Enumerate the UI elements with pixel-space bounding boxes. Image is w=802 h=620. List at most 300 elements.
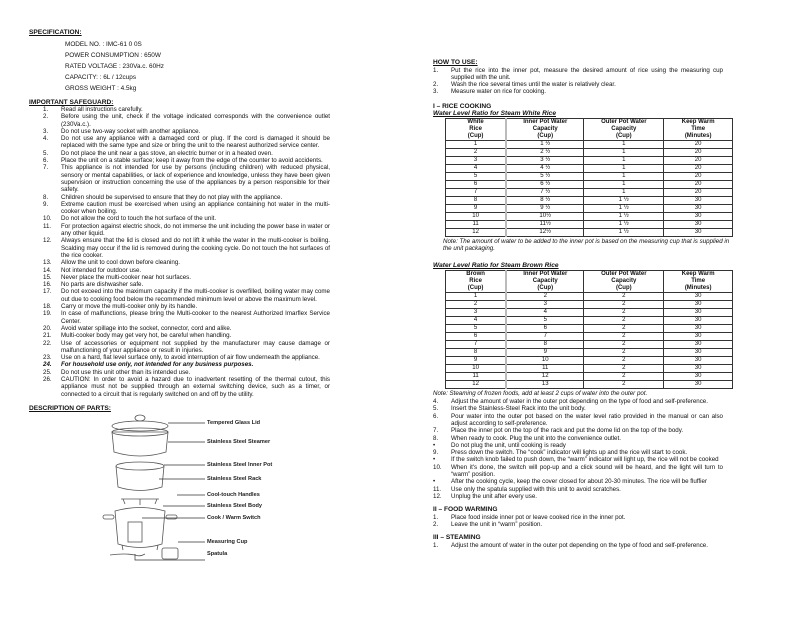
item-text: Wash the rice several times until the water is relatively clear. xyxy=(451,81,616,89)
table-row xyxy=(446,220,733,228)
item-text: If the switch knob failed to push down, the “warm” indicator will light up, the rice will not be cooked xyxy=(451,456,719,464)
item-text: After the cooking cycle, keep the cover closed for about 20-30 minutes. The rice will be fluffier xyxy=(451,478,707,486)
table-cell: 11½ xyxy=(506,220,584,228)
specification-block xyxy=(29,39,330,94)
item-number: 3. xyxy=(43,127,49,135)
item-number: 11. xyxy=(43,222,52,230)
item-number: 7. xyxy=(43,164,49,172)
table-cell: 1 xyxy=(446,292,507,300)
item-text: Use only the spatula supplied with this unit to avoid scratches. xyxy=(451,485,621,493)
table-row xyxy=(446,380,733,388)
item-text: Adjust the amount of water in the outer pot depending on the type of food and self-preference. xyxy=(451,398,708,406)
rice-cooking-step xyxy=(433,493,723,500)
table-row xyxy=(446,292,733,300)
rice-cooking-step xyxy=(433,449,723,456)
item-number: 18. xyxy=(43,303,52,311)
table-cell: 2 xyxy=(584,292,664,300)
table-cell: 12 xyxy=(446,228,507,236)
table-row xyxy=(446,228,733,236)
column-header: Keep Warm Time (Minutes) xyxy=(664,270,733,292)
table-row xyxy=(446,316,733,324)
table-header-row xyxy=(446,118,733,140)
item-text: Leave the unit in “warm” position. xyxy=(451,521,543,529)
table-cell: 20 xyxy=(664,140,733,148)
food-warming-step xyxy=(433,514,723,521)
table-row xyxy=(446,348,733,356)
column-header: Inner Pot Water Capacity (Cup) xyxy=(506,118,584,140)
item-number: 22. xyxy=(43,339,52,347)
item-number: • xyxy=(433,441,436,449)
item-text: When it's done, the switch will pop-up and a click sound will be heard, and the light will turn to “warm” position. xyxy=(451,463,723,479)
steaming-steps xyxy=(433,542,743,549)
item-number: 24. xyxy=(43,361,52,369)
rack-drawing xyxy=(121,499,159,505)
item-text: In case of malfunctions, please bring the Multi-cooker to the nearest Authorized Imarflex Service Center. xyxy=(61,310,330,325)
table-cell: 1 ½ xyxy=(506,140,584,148)
item-number: 13. xyxy=(43,259,52,267)
table-cell: 1 ½ xyxy=(584,204,664,212)
safeguard-item xyxy=(43,223,330,238)
table-cell: 20 xyxy=(664,164,733,172)
table-cell: 10½ xyxy=(506,212,584,220)
table-cell: 30 xyxy=(664,372,733,380)
item-text: Do not allow the cord to touch the hot surface of the unit. xyxy=(61,215,217,223)
table-cell: 30 xyxy=(664,364,733,372)
table-cell: 2 xyxy=(584,300,664,308)
table-cell: 8 xyxy=(446,348,507,356)
how-to-use-item xyxy=(433,67,723,82)
item-number: 12. xyxy=(433,492,442,500)
item-text: When ready to cook. Plug the unit into the convenience outlet. xyxy=(451,434,621,442)
item-number: 6. xyxy=(43,157,49,165)
item-text: Multi-cooker body may get very hot, be careful when handling. xyxy=(61,332,232,340)
safeguard-item xyxy=(43,150,330,157)
table-row xyxy=(446,156,733,164)
table-cell: 4 xyxy=(446,164,507,172)
table-cell: 7 xyxy=(506,332,584,340)
item-number: • xyxy=(433,456,436,464)
table-cell: 30 xyxy=(664,356,733,364)
table-cell: 4 xyxy=(506,308,584,316)
item-text: Place the inner pot on the top of the rack and put the dome lid on the top of the body. xyxy=(451,427,684,435)
item-text: Allow the unit to cool down before cleaning. xyxy=(61,259,181,267)
item-number: 17. xyxy=(43,288,52,296)
column-header: Keep Warm Time (Minutes) xyxy=(664,118,733,140)
table-cell: 2 xyxy=(584,332,664,340)
table-row xyxy=(446,324,733,332)
item-number: 9. xyxy=(43,200,49,208)
item-text: For protection against electric shock, do not immerse the unit including the power base in water or any other liquid. xyxy=(61,222,330,238)
rice-cooking-step xyxy=(433,464,723,479)
table-cell: 1 xyxy=(446,140,507,148)
safeguard-item xyxy=(43,164,330,193)
spec-capacity: CAPACITY: : 6L / 12cups xyxy=(65,73,137,81)
table-row xyxy=(446,212,733,220)
safeguard-item xyxy=(43,340,330,355)
item-number: 14. xyxy=(43,266,52,274)
part-label-handles: Cool-touch Handles xyxy=(207,492,260,499)
item-number: 11. xyxy=(433,485,442,493)
rice-cooking-step xyxy=(433,478,723,485)
switch-panel-drawing xyxy=(128,522,142,542)
steaming-heading: III – STEAMING xyxy=(433,534,481,542)
table-cell: 3 xyxy=(446,308,507,316)
food-warming-step xyxy=(433,521,723,528)
column-header: White Rice (Cup) xyxy=(446,118,507,140)
table-row xyxy=(446,356,733,364)
table-cell: 2 xyxy=(584,372,664,380)
rice-cooking-step xyxy=(433,413,723,428)
table-cell: 5 ½ xyxy=(506,172,584,180)
safeguard-item xyxy=(43,376,330,398)
table-cell: 3 ½ xyxy=(506,156,584,164)
table-row xyxy=(446,204,733,212)
table-cell: 30 xyxy=(664,348,733,356)
table-row xyxy=(446,172,733,180)
table-cell: 1 xyxy=(584,156,664,164)
table-cell: 30 xyxy=(664,332,733,340)
item-number: 1. xyxy=(433,66,439,74)
item-number: 26. xyxy=(43,375,52,383)
safeguard-item xyxy=(43,361,330,368)
safeguard-item xyxy=(43,281,330,288)
item-text: This appliance is not intended for use by persons (including children) with reduced physical, sensory or mental capabilities, or lack of experience and knowledge, unless they have been given supervision or instruction concerning the use of the appliances by a person responsible for their safety. xyxy=(61,164,330,194)
rice-cooking-step xyxy=(433,486,723,493)
table-row xyxy=(446,308,733,316)
part-label-rack: Stainless Steel Rack xyxy=(207,476,262,483)
item-text: Avoid water spillage into the socket, connector, cord and alike. xyxy=(61,324,232,332)
table-header-row xyxy=(446,270,733,292)
brown-rice-table-title: Water Level Ratio for Steam Brown Rice xyxy=(433,262,559,270)
table-cell: 2 ½ xyxy=(506,148,584,156)
item-text: No parts are dishwasher safe. xyxy=(61,281,144,289)
item-number: 15. xyxy=(43,273,52,281)
safeguard-item xyxy=(43,128,330,135)
safeguard-item xyxy=(43,237,330,259)
safeguard-item xyxy=(43,332,330,339)
item-number: 21. xyxy=(43,332,52,340)
column-header: Inner Pot Water Capacity (Cup) xyxy=(506,270,584,292)
parts-heading: DESCRIPTION OF PARTS: xyxy=(29,404,111,412)
item-text: Place food inside inner pot or leave cooked rice in the inner pot. xyxy=(451,513,626,521)
item-number: 4. xyxy=(433,398,439,406)
table-row xyxy=(446,372,733,380)
part-label-body: Stainless Steel Body xyxy=(207,503,263,510)
table-row xyxy=(446,340,733,348)
item-number: 1. xyxy=(43,106,49,113)
item-number: 1. xyxy=(433,513,439,521)
item-text: Never place the multi-cooker near hot surfaces. xyxy=(61,273,191,281)
table-row xyxy=(446,332,733,340)
table-cell: 6 xyxy=(446,332,507,340)
table-cell: 3 xyxy=(446,156,507,164)
table-row xyxy=(446,180,733,188)
table-cell: 1 xyxy=(584,140,664,148)
rice-cooking-step xyxy=(433,435,723,442)
brown-rice-table xyxy=(445,270,733,389)
table-cell: 12 xyxy=(446,380,507,388)
table-cell: 1 ½ xyxy=(584,220,664,228)
item-number: 6. xyxy=(433,412,439,420)
item-text: Use on a hard, flat level surface only, to avoid interruption of air flow underneath the appliance. xyxy=(61,354,320,362)
table-cell: 2 xyxy=(446,148,507,156)
food-warming-heading: II – FOOD WARMING xyxy=(433,506,498,514)
table-cell: 8 xyxy=(506,340,584,348)
table-cell: 30 xyxy=(664,204,733,212)
safeguard-item xyxy=(43,310,330,325)
item-number: 2. xyxy=(433,81,439,89)
table-cell: 6 ½ xyxy=(506,180,584,188)
item-number: 1. xyxy=(433,541,439,549)
item-number: 8. xyxy=(433,434,439,442)
table-cell: 10 xyxy=(506,356,584,364)
table-cell: 2 xyxy=(506,292,584,300)
item-text: Press down the switch. The “cook” indicator will lights up and the rice will start to cook. xyxy=(451,449,688,457)
table-cell: 30 xyxy=(664,220,733,228)
table-cell: 20 xyxy=(664,180,733,188)
table-cell: 30 xyxy=(664,292,733,300)
table-cell: 2 xyxy=(584,364,664,372)
item-number: 2. xyxy=(433,521,439,529)
table-cell: 1 xyxy=(584,172,664,180)
table-cell: 20 xyxy=(664,188,733,196)
table-cell: 1 xyxy=(584,188,664,196)
safeguard-item xyxy=(43,157,330,164)
table-cell: 3 xyxy=(506,300,584,308)
table-cell: 8 ½ xyxy=(506,196,584,204)
table-cell: 8 xyxy=(446,196,507,204)
item-number: 4. xyxy=(43,135,49,143)
how-to-use-item xyxy=(433,81,723,88)
item-text: Pour water into the outer pot based on the water level ratio provided in the manual or can also adjust according to self-preference. xyxy=(451,412,723,427)
spatula-drawing xyxy=(110,554,145,556)
table-row xyxy=(446,196,733,204)
parts-diagram-area xyxy=(29,414,330,566)
item-number: 10. xyxy=(433,463,442,471)
item-number: • xyxy=(433,478,436,486)
specification-heading: SPECIFICATION: xyxy=(29,29,82,36)
table-cell: 30 xyxy=(664,196,733,204)
table-cell: 2 xyxy=(584,380,664,388)
table-cell: 6 xyxy=(446,180,507,188)
table-cell: 30 xyxy=(664,324,733,332)
white-rice-table xyxy=(445,118,733,237)
table-cell: 1 ½ xyxy=(584,212,664,220)
table-cell: 30 xyxy=(664,300,733,308)
table-cell: 2 xyxy=(446,300,507,308)
table-cell: 30 xyxy=(664,308,733,316)
table-cell: 10 xyxy=(446,364,507,372)
item-text: Unplug the unit after every use. xyxy=(451,492,537,500)
safeguard-list xyxy=(43,106,330,398)
safeguard-item xyxy=(43,194,330,201)
item-number: 2. xyxy=(43,113,49,121)
table-cell: 12½ xyxy=(506,228,584,236)
table-cell: 2 xyxy=(584,340,664,348)
item-text: Do not place the unit near a gas stove, an electric burner or in a heated oven. xyxy=(61,149,273,157)
column-header: Outer Pot Water Capacity (Cup) xyxy=(584,118,664,140)
how-to-use-list xyxy=(433,67,723,96)
part-label-steamer: Stainless Steel Steamer xyxy=(207,439,271,446)
item-number: 20. xyxy=(43,324,52,332)
table-cell: 7 ½ xyxy=(506,188,584,196)
part-label-lid: Tempered Glass Lid xyxy=(207,420,261,427)
table-cell: 1 xyxy=(584,180,664,188)
column-header: Outer Pot Water Capacity (Cup) xyxy=(584,270,664,292)
table-cell: 30 xyxy=(664,212,733,220)
item-number: 12. xyxy=(43,237,52,245)
table-row xyxy=(446,164,733,172)
item-text: Read all instructions carefully. xyxy=(61,106,143,113)
safeguard-item xyxy=(43,113,330,128)
item-text: Do not use this unit other than its intended use. xyxy=(61,368,191,376)
measuring-cup-drawing xyxy=(162,548,178,559)
item-number: 10. xyxy=(43,215,52,223)
white-rice-table-title: Water Level Ratio for Steam White Rice xyxy=(433,110,556,118)
item-text: Measure water on rice for cooking. xyxy=(451,88,546,96)
how-to-use-heading: HOW TO USE: xyxy=(433,59,478,66)
left-column xyxy=(29,29,330,566)
item-text: Put the rice into the inner pot, measure the desired amount of rice using the measuring cup supplied with the unit. xyxy=(451,66,723,81)
table-cell: 4 xyxy=(446,316,507,324)
table-cell: 7 xyxy=(446,340,507,348)
safeguard-item xyxy=(43,274,330,281)
safeguard-item xyxy=(43,215,330,222)
rice-cooker-diagram xyxy=(95,414,205,564)
table-cell: 20 xyxy=(664,156,733,164)
item-number: 25. xyxy=(43,368,52,376)
item-text: CAUTION: In order to avoid a hazard due to inadvertent resetting of the thermal cutout, this appliance must not be supplied through an external switching device, such as a timer, or connected to a circuit that is regularly switched on and off by the utility. xyxy=(61,375,330,398)
safeguard-item xyxy=(43,354,330,361)
item-number: 7. xyxy=(433,427,439,435)
table-cell: 11 xyxy=(506,364,584,372)
table-cell: 5 xyxy=(446,172,507,180)
table-cell: 9 xyxy=(446,204,507,212)
item-text: Carry or move the multi-cooker only by its handle. xyxy=(61,303,198,311)
item-number: 9. xyxy=(433,449,439,457)
rice-cooking-step xyxy=(433,442,723,449)
table-cell: 30 xyxy=(664,340,733,348)
item-number: 5. xyxy=(433,405,439,413)
rice-cooking-heading: I – RICE COOKING xyxy=(433,102,492,110)
steaming-step xyxy=(433,542,743,549)
item-text: Do not use any appliance with a damaged cord or plug. If the cord is damaged it should be replaced with the same type and size or bring the unit to the nearest authorized service center. xyxy=(61,135,330,150)
white-rice-note: Note: The amount of water to be added to the inner pot is based on the measuring cup that is supplied in the unit packaging. xyxy=(443,237,730,252)
item-number: 16. xyxy=(43,281,52,289)
item-number: 23. xyxy=(43,354,52,362)
table-cell: 5 xyxy=(506,316,584,324)
table-row xyxy=(446,148,733,156)
item-text: Before using the unit, check if the voltage indicated corresponds with the convenience outlet (230Va.c.). xyxy=(61,113,330,128)
spec-voltage: RATED VOLTAGE : 230Va.c. 60Hz xyxy=(65,62,164,70)
brown-rice-note: Note: Steaming of frozen foods, add at least 2 cups of water into the outer pot. xyxy=(433,389,648,397)
rice-cooking-step xyxy=(433,427,723,434)
item-number: 19. xyxy=(43,310,52,318)
rice-cooking-step xyxy=(433,405,723,412)
table-cell: 1 xyxy=(584,148,664,156)
table-cell: 20 xyxy=(664,148,733,156)
table-cell: 2 xyxy=(584,324,664,332)
table-cell: 13 xyxy=(506,380,584,388)
rice-cooking-steps xyxy=(433,398,723,500)
table-cell: 30 xyxy=(664,228,733,236)
item-text: Do not exceed into the maximum capacity if the multi-cooker is overfilled, boiling water may come out due to cooking food below the recommended minimum level or above the maximum level. xyxy=(61,288,330,303)
item-text: Extreme caution must be exercised when using an appliance containing hot water in the multi-cooker when boiling. xyxy=(61,200,330,216)
safeguard-item xyxy=(43,288,330,303)
table-cell: 20 xyxy=(664,172,733,180)
item-text: Not intended for outdoor use. xyxy=(61,266,142,274)
item-number: 5. xyxy=(43,149,49,157)
safeguard-item xyxy=(43,303,330,310)
table-cell: 7 xyxy=(446,188,507,196)
part-label-switch: Cook / Warm Switch xyxy=(207,515,261,522)
table-cell: 11 xyxy=(446,372,507,380)
table-cell: 10 xyxy=(446,212,507,220)
food-warming-steps xyxy=(433,514,723,529)
spec-power: POWER CONSUMPTION : 650W xyxy=(65,51,161,59)
part-label-spatula: Spatula xyxy=(207,551,228,558)
table-cell: 9 ½ xyxy=(506,204,584,212)
spec-weight: GROSS WEIGHT : 4.5kg xyxy=(65,84,137,92)
table-row xyxy=(446,364,733,372)
rice-cooking-step xyxy=(433,456,723,463)
item-text: Place the unit on a stable surface; keep it away from the edge of the counter to avoid accidents. xyxy=(61,157,323,165)
table-cell: 30 xyxy=(664,316,733,324)
item-text: Do not plug the unit, until cooking is ready xyxy=(451,441,566,449)
column-header: Brown Rice (Cup) xyxy=(446,270,507,292)
safeguard-heading: IMPORTANT SAFEGUARD: xyxy=(29,98,114,106)
table-cell: 1 ½ xyxy=(584,228,664,236)
spec-model: MODEL NO. : IMC-61 0 0S xyxy=(65,40,142,48)
safeguard-item xyxy=(43,201,330,216)
item-number: 8. xyxy=(43,193,49,201)
table-cell: 2 xyxy=(584,316,664,324)
table-cell: 2 xyxy=(584,356,664,364)
right-column xyxy=(433,59,733,549)
part-label-inner-pot: Stainless Steel Inner Pot xyxy=(207,462,273,469)
table-cell: 12 xyxy=(506,372,584,380)
safeguard-item xyxy=(43,135,330,150)
table-cell: 9 xyxy=(506,348,584,356)
body-drawing xyxy=(115,508,165,548)
safeguard-item xyxy=(43,325,330,332)
item-text: For household use only, not intended for any business purposes. xyxy=(61,361,254,369)
table-cell: 6 xyxy=(506,324,584,332)
table-cell: 30 xyxy=(664,380,733,388)
how-to-use-item xyxy=(433,88,723,95)
safeguard-item xyxy=(43,267,330,274)
table-row xyxy=(446,140,733,148)
item-text: Use of accessories or equipment not supplied by the manufacturer may cause damage or malfunctioning of your appliance or result in injuries. xyxy=(61,339,330,354)
item-text: Children should be supervised to ensure that they do not play with the appliance. xyxy=(61,193,283,201)
table-cell: 1 ½ xyxy=(584,196,664,204)
item-text: Always ensure that the lid is closed and do not lift it while the water in the multi-cooker is boiling. Scalding may occur if the lid is removed during the cooking cycle. Do not touch the hot surfaces of the rice cooker. xyxy=(61,237,330,259)
item-text: Do not use two-way socket with another appliance. xyxy=(61,127,201,135)
table-row xyxy=(446,188,733,196)
table-cell: 4 ½ xyxy=(506,164,584,172)
table-cell: 2 xyxy=(584,308,664,316)
table-cell: 5 xyxy=(446,324,507,332)
table-row xyxy=(446,300,733,308)
item-number: 3. xyxy=(433,88,439,96)
safeguard-item xyxy=(43,369,330,376)
rice-cooking-step xyxy=(433,398,723,405)
item-text: Adjust the amount of water in the outer pot depending on the type of food and self-preference. xyxy=(451,541,708,549)
table-cell: 1 xyxy=(584,164,664,172)
safeguard-item xyxy=(43,106,330,113)
item-text: Insert the Stainless-Steel Rack into the unit body. xyxy=(451,405,586,413)
table-cell: 2 xyxy=(584,348,664,356)
